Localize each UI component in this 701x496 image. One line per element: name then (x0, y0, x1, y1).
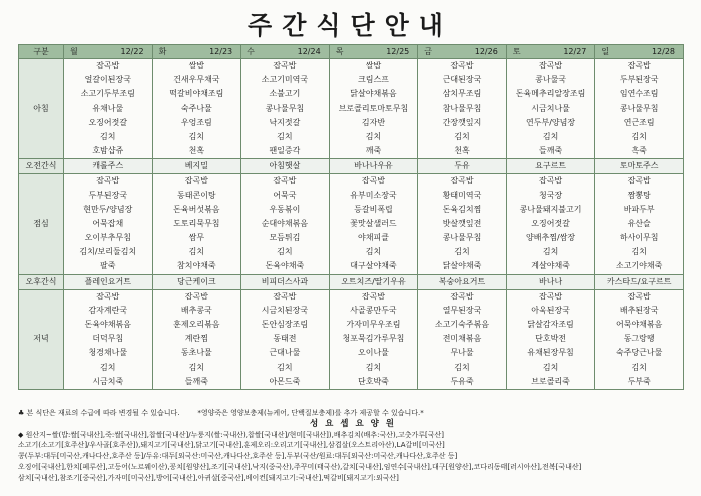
meal-cell (506, 59, 595, 159)
menu-item: 오이나물 (358, 348, 389, 358)
menu-item: 김치 (542, 131, 559, 141)
menu-item: 연두부/양념장 (526, 117, 576, 127)
menu-item: 유채나물 (92, 103, 124, 113)
menu-item: 천혹 (188, 146, 205, 156)
day-name: 목 (335, 47, 344, 56)
menu-item: 잡곡밥 (184, 176, 208, 186)
menu-row (19, 289, 684, 389)
menu-item: 근대된장국 (442, 75, 482, 85)
menu-item: 닭살야채볶음 (350, 89, 397, 99)
snack-cell: 플레인요거트 (64, 274, 153, 289)
menu-item: 유채된장무침 (527, 348, 574, 358)
row-label: 아침 (19, 59, 64, 159)
menu-row (19, 274, 684, 289)
snack-cell: 아침햇살 (241, 159, 330, 174)
meal-cell (329, 174, 418, 274)
origin-line: 오징어[국내산],한치[페루산],고등어(노르웨이산),꽁치[원양산],조기[국내산],낙지(중국산),주꾸미(태국산),갈치[국내산],임연수[국내산],대구[원양산],코다리동태[러시아산],전복[국내산] (18, 462, 582, 471)
menu-item: 계란찜 (184, 334, 208, 344)
menu-item: 소고기숙주볶음 (434, 320, 490, 329)
menu-item: 돈육야채볶음 (84, 320, 131, 329)
menu-item: 팔죽 (100, 261, 116, 271)
menu-item: 청국장 (539, 190, 563, 200)
snack-cell: 캐롤주스 (64, 159, 153, 174)
origin-line: 소고기(소고기[호주산]/우사골[호주산]),돼지고기[국내산],닭고기[국내산],훈제오리:오리고기[국내산],삼겹살(오스트리아산),LA갈비[미국산] (18, 441, 445, 450)
table-header-row (19, 45, 684, 59)
menu-item: 잡곡밥 (450, 291, 474, 301)
menu-item: 닭살야채죽 (442, 261, 482, 271)
header-day-2 (241, 45, 330, 59)
origin-line: ◆ 원산지~쌀(밥:쌀[국내산],죽:쌀[국내산],찹쌀[국내산]/누룽지(쌀:국내산),찹쌀[국내산]/현미[국내산]),배추김치(배추:국산),고춧가루[국산] (18, 430, 445, 439)
meal-cell (64, 174, 153, 274)
menu-item: 김치 (188, 362, 205, 372)
origin-info (18, 430, 688, 484)
menu-item: 김치 (365, 131, 382, 141)
day-date: 12/24 (297, 47, 321, 56)
menu-item: 근대나물 (269, 348, 301, 358)
menu-item: 잡곡밥 (361, 291, 386, 301)
menu-item: 잡곡밥 (450, 176, 474, 186)
menu-item: 시금치죽 (92, 376, 124, 386)
menu-item: 시금치된장국 (261, 305, 309, 315)
snack-cell: 토마토주스 (595, 159, 684, 174)
meal-cell (595, 59, 684, 159)
menu-item: 잡곡밥 (539, 61, 563, 70)
menu-item: 꽃맛살샐러드 (350, 218, 397, 228)
menu-item: 얼갈이된장국 (84, 75, 131, 85)
menu-item: 밧살깻잎전 (442, 218, 482, 228)
menu-item: 김치 (277, 247, 293, 257)
menu-item: 황태미역국 (442, 190, 482, 200)
row-label: 점심 (19, 174, 64, 274)
meal-cell (241, 289, 330, 389)
menu-item: 전미채볶음 (442, 334, 482, 344)
header-day-6 (595, 45, 684, 59)
menu-item: 김치 (631, 131, 647, 141)
snack-cell: 바나나우유 (329, 159, 418, 174)
meal-cell (152, 289, 241, 389)
row-label: 오전간식 (19, 159, 64, 174)
menu-item: 김치/보리둘김치 (79, 247, 137, 257)
menu-item: 콩나물돼지불고기 (519, 204, 582, 214)
menu-item: 소고기미역국 (261, 75, 309, 85)
menu-item: 잡곡밥 (539, 291, 563, 301)
menu-item: 건새우무채국 (173, 75, 220, 85)
hospital-name: 성 요 셉 요 양 원 (309, 418, 397, 429)
menu-item: 간장깻잎지 (442, 117, 482, 127)
meal-cell (595, 174, 684, 274)
menu-item: 돈육야채죽 (265, 261, 305, 271)
page-title: 주간식단안내 (248, 11, 453, 40)
menu-item: 잡곡밥 (539, 176, 563, 186)
meal-cell (241, 59, 330, 159)
snack-cell: 바나나 (506, 274, 595, 289)
menu-item: 연근조림 (623, 117, 655, 127)
menu-item: 가자미무우조림 (346, 320, 401, 329)
notes-section (18, 408, 688, 484)
menu-item: 김치 (100, 362, 116, 372)
menu-item: 소고기두부조림 (80, 89, 135, 99)
snack-cell: 비피더스사과 (241, 274, 330, 289)
day-name: 토 (512, 47, 521, 56)
menu-item: 양배추찜/쌈장 (526, 233, 576, 243)
menu-item: 김치 (542, 247, 559, 257)
nutrition-notice: *영양죽은 영양보충제(뉴케어, 단백질보충제)를 추가 제공할 수 있습니다.* (197, 409, 424, 417)
menu-item: 잡곡밥 (627, 61, 651, 70)
menu-item: 들깨죽 (184, 376, 208, 386)
menu-item: 어묵국 (273, 190, 297, 200)
menu-item: 낙지젓갈 (269, 117, 301, 127)
menu-item: 동태전 (273, 334, 297, 344)
menu-item: 사골콩만두국 (350, 305, 397, 315)
snack-cell: 두유 (418, 159, 507, 174)
menu-item: 참나물무침 (442, 103, 482, 113)
menu-item: 임연수조림 (619, 89, 659, 99)
menu-item: 우엉조림 (180, 117, 212, 127)
day-date: 12/28 (651, 47, 675, 56)
menu-item: 돈육버섯볶음 (173, 204, 220, 214)
origin-line: 삼치[국내산],참조기[중국산],가자미[미국산],방어[국내산],아귀살[중국산],베이컨[돼지고기:국내산],떡갈비[돼지고기:외국산] (18, 473, 399, 482)
header-day-3 (329, 45, 418, 59)
header-corner: 구분 (19, 45, 64, 59)
menu-item: 모듬튀김 (269, 233, 301, 243)
menu-item: 김치 (100, 131, 116, 141)
menu-item: 배추콩국 (180, 305, 212, 315)
row-label: 오후간식 (19, 274, 64, 289)
origin-line: 콩(두부:대두[미국산,캐나다산,호주산 등]/두유:대두[외국산:미국산,캐나다산,호주산 등],두부(국산/원료:대두[외국산:미국산,캐나다산,호주산 등] (18, 452, 458, 461)
menu-item: 오이부추무침 (84, 233, 131, 243)
notes-line-1 (18, 408, 688, 419)
menu-item: 어묵야채볶음 (616, 320, 663, 329)
menu-item: 숙주나물 (180, 103, 212, 113)
menu-item: 잡곡밥 (361, 176, 386, 186)
meal-cell (241, 174, 330, 274)
row-label: 저녁 (19, 289, 64, 389)
menu-item: 잡곡밥 (96, 61, 120, 70)
meal-cell (329, 59, 418, 159)
menu-item: 짬뽕탕 (627, 190, 651, 200)
header-day-0 (64, 45, 153, 59)
menu-item: 잡곡밥 (627, 176, 651, 186)
meal-cell (329, 289, 418, 389)
menu-item: 오징어젓갈 (88, 117, 128, 127)
menu-item: 김치 (542, 362, 559, 372)
menu-item: 단호박전 (535, 334, 567, 344)
menu-item: 김치 (631, 362, 647, 372)
menu-item: 김치 (454, 362, 470, 372)
menu-item: 하사이무침 (619, 233, 659, 243)
meal-cell (418, 289, 507, 389)
snack-cell: 베지밀 (152, 159, 241, 174)
menu-item: 삼치무조림 (442, 89, 482, 99)
day-name: 월 (70, 47, 78, 56)
menu-item: 두부죽 (627, 376, 651, 386)
snack-cell: 오트치즈/딸기우유 (329, 274, 418, 289)
menu-item: 돈육메추리알장조림 (515, 89, 586, 99)
menu-item: 등갈비폭립 (354, 204, 393, 214)
menu-item: 현만두/양념장 (83, 204, 133, 214)
meal-cell (152, 174, 241, 274)
meal-cell (506, 174, 595, 274)
header-day-1 (152, 45, 241, 59)
day-name: 화 (158, 47, 167, 56)
menu-item: 도토리묵무침 (173, 218, 220, 228)
meal-cell (418, 174, 507, 274)
day-date: 12/26 (474, 47, 498, 56)
header-day-5 (506, 45, 595, 59)
menu-row (19, 159, 684, 174)
menu-item: 청경채나물 (88, 348, 128, 358)
menu-item: 동태콘이탕 (177, 190, 216, 200)
menu-item: 닭살감자조림 (527, 320, 574, 329)
weekly-menu-table (18, 44, 684, 390)
menu-item: 김치 (277, 131, 293, 141)
menu-item: 콩나물무침 (619, 103, 659, 113)
menu-item: 쌀밥 (365, 61, 382, 70)
day-name: 일 (601, 47, 610, 56)
menu-item: 야채피클 (358, 233, 389, 243)
menu-item: 돈안심장조림 (261, 320, 309, 329)
meal-cell (64, 289, 153, 389)
day-date: 12/23 (209, 47, 233, 56)
menu-item: 잡곡밥 (96, 176, 120, 186)
menu-item: 김치 (631, 247, 647, 257)
menu-item: 잡곡밥 (450, 61, 474, 70)
menu-item: 흑죽 (631, 146, 647, 156)
menu-row (19, 174, 684, 274)
menu-item: 어묵잡채 (92, 218, 124, 228)
meal-cell (506, 289, 595, 389)
menu-item: 돈육김치찜 (442, 204, 482, 214)
menu-item: 김치 (454, 247, 470, 257)
snack-cell: 당근케이크 (152, 274, 241, 289)
menu-item: 순대야채볶음 (261, 218, 309, 228)
menu-item: 잡곡밥 (273, 61, 297, 70)
menu-item: 두부된장국 (619, 75, 659, 85)
day-date: 12/25 (386, 47, 410, 56)
menu-item: 브로콜리죽 (531, 376, 570, 386)
day-name: 금 (424, 47, 432, 56)
menu-item: 오징어젓갈 (531, 218, 570, 228)
menu-item: 열무된장국 (442, 305, 482, 315)
menu-item: 더덕무침 (92, 334, 124, 344)
menu-item: 브로콜리토마토무침 (338, 103, 409, 113)
menu-item: 소고기야채죽 (616, 261, 663, 271)
menu-item: 계살야채죽 (531, 261, 570, 271)
menu-item: 우동볶이 (269, 204, 301, 214)
menu-item: 유부미소장국 (350, 190, 397, 200)
menu-item: 떡갈비야채조림 (169, 89, 224, 99)
menu-item: 잡곡밥 (627, 291, 651, 301)
menu-item: 들깨죽 (539, 146, 563, 156)
menu-item: 동초나물 (180, 348, 212, 358)
menu-item: 김자반 (361, 117, 386, 127)
menu-item: 소불고기 (269, 89, 301, 99)
menu-item: 잡곡밥 (96, 291, 120, 301)
menu-item: 쌈무 (188, 233, 205, 243)
menu-item: 크림스프 (358, 75, 389, 85)
menu-item: 깨죽 (365, 146, 382, 156)
meal-cell (595, 289, 684, 389)
menu-item: 바파두부 (623, 204, 655, 214)
menu-item: 감자계란국 (88, 305, 128, 315)
menu-item: 김치 (454, 131, 470, 141)
day-date: 12/27 (563, 47, 587, 56)
snack-cell: 카스타드/요구르트 (595, 274, 684, 289)
menu-item: 숙주당근나물 (616, 348, 663, 358)
meal-cell (64, 59, 153, 159)
menu-item: 대구살야채죽 (350, 261, 397, 271)
menu-item: 단호박죽 (358, 376, 389, 386)
menu-item: 배추된장국 (619, 305, 659, 315)
menu-item: 잡곡밥 (184, 291, 208, 301)
menu-item: 무나물 (450, 348, 474, 358)
meal-cell (418, 59, 507, 159)
menu-item: 잡곡밥 (273, 291, 297, 301)
day-date: 12/22 (120, 47, 144, 56)
menu-item: 동그랑땡 (623, 334, 655, 344)
day-name: 수 (247, 47, 255, 56)
meal-cell (152, 59, 241, 159)
menu-item: 김치 (188, 131, 205, 141)
menu-item: 두부된장국 (88, 190, 128, 200)
menu-item: 두유죽 (450, 376, 474, 386)
snack-cell: 요구르트 (506, 159, 595, 174)
menu-item: 청포묵김가루무침 (342, 334, 405, 344)
menu-item: 쌀밥 (188, 61, 205, 70)
menu-item: 콩나물무침 (442, 233, 482, 243)
header-day-4 (418, 45, 507, 59)
menu-item: 참치야채죽 (177, 261, 216, 271)
menu-item: 김치 (277, 362, 293, 372)
menu-item: 훈제오리볶음 (173, 320, 220, 329)
menu-item: 시금치나물 (531, 103, 570, 113)
menu-item: 김치 (188, 247, 205, 257)
menu-item: 김치 (365, 362, 382, 372)
menu-item: 잡곡밥 (273, 176, 297, 186)
menu-item: 김치 (365, 247, 382, 257)
snack-cell: 복숭아요거트 (418, 274, 507, 289)
menu-item: 천혹 (454, 146, 470, 156)
menu-item: 팬일증각 (269, 146, 301, 156)
menu-row (19, 59, 684, 159)
menu-item: 유산슬 (627, 218, 651, 228)
change-notice: ♣ 본 식단은 재료의 수급에 따라 변경될 수 있습니다. (18, 409, 180, 417)
menu-item: 콩나물무침 (265, 103, 305, 113)
menu-item: 콩나물국 (535, 75, 567, 85)
menu-item: 아욱된장국 (531, 305, 570, 315)
menu-item: 아몬드죽 (269, 376, 301, 386)
menu-item: 호밤샵쥬 (92, 146, 124, 156)
